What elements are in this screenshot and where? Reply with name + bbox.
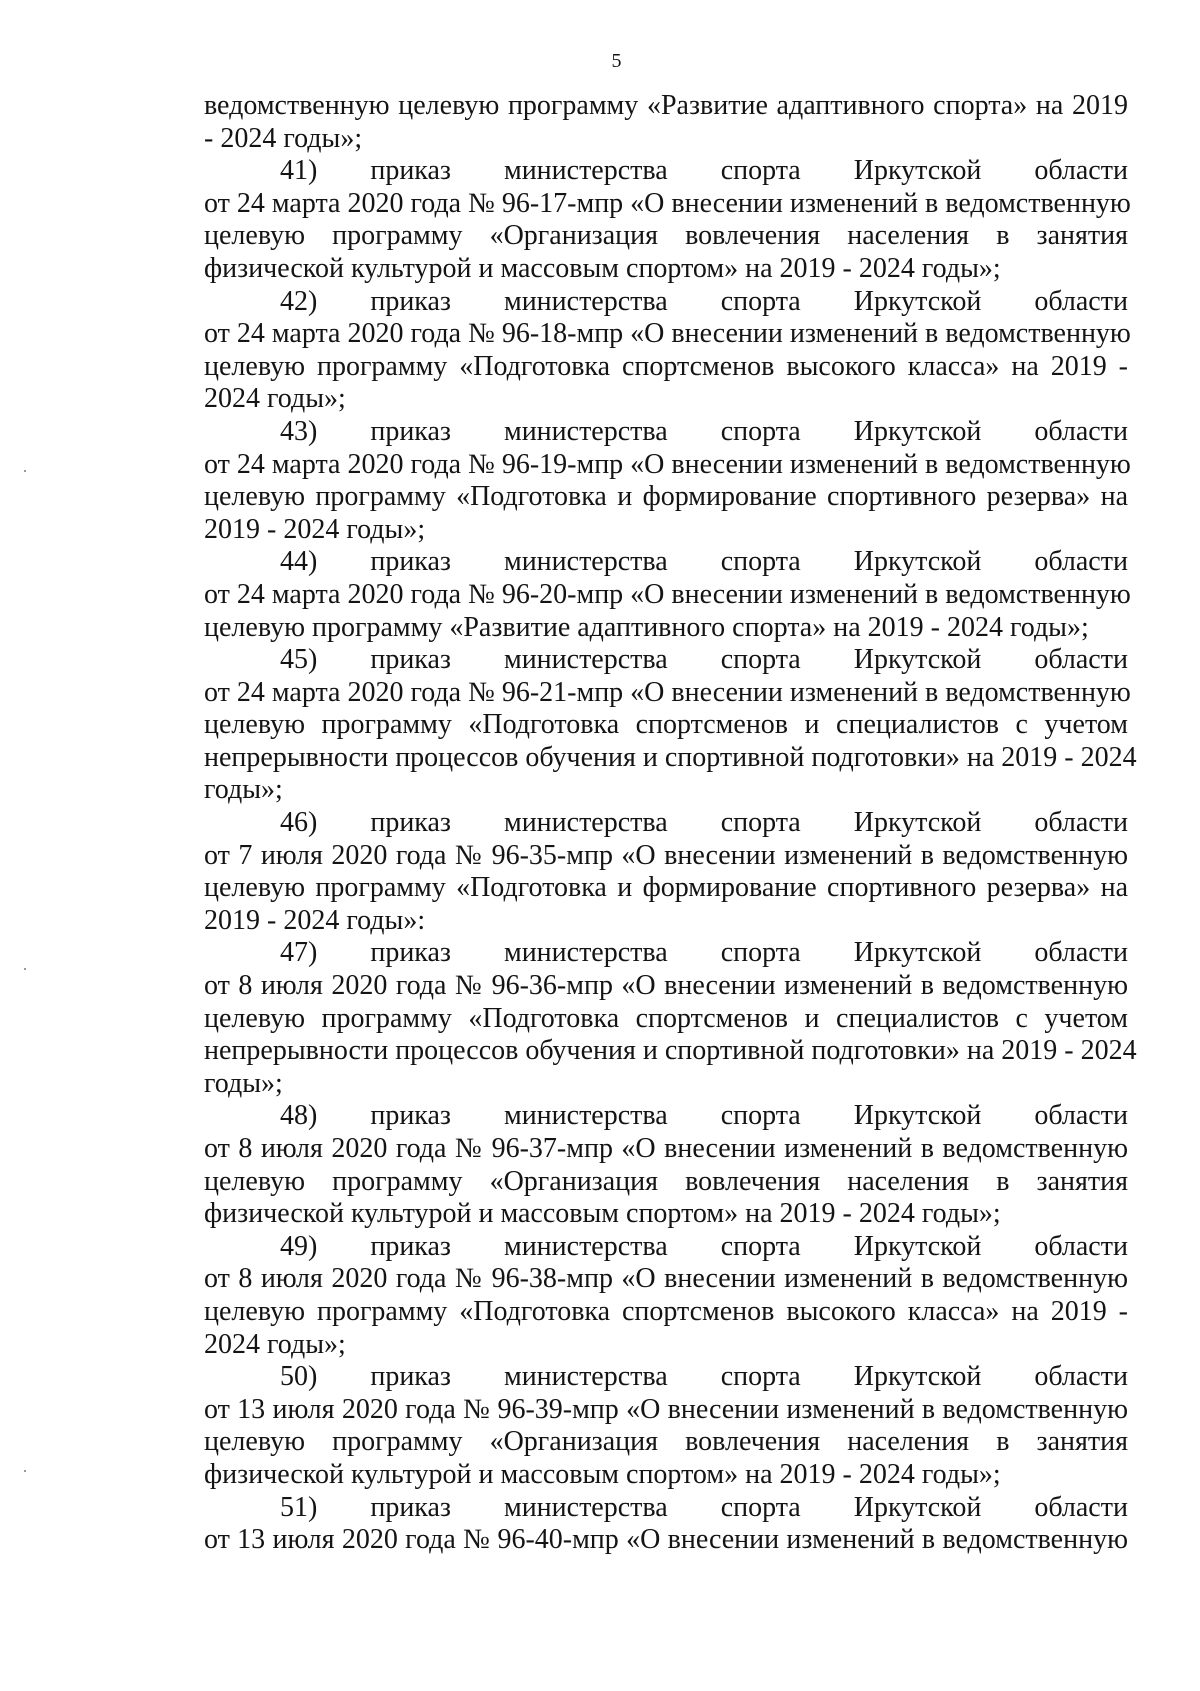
item-head [204,807,1128,840]
intro-line: - 2024 годы»; [204,122,363,154]
item-word: приказ [370,1361,451,1393]
item-word: Иркутской [853,285,982,317]
item-number: 45) [280,644,318,676]
item-last-line: 2024 годы»; [204,1328,346,1360]
list-item [204,937,1137,1100]
item-line: от 24 марта 2020 года № 96-20-мпр «О внесении изменений в ведомственную [204,578,1131,610]
scan-mark [24,968,26,970]
item-word: Иркутской [853,155,982,187]
item-word: приказ [370,285,451,317]
item-number: 51) [280,1491,318,1523]
list-item [204,285,1131,416]
item-head [204,155,1128,188]
item-word: спорта [720,285,801,317]
intro-line: ведомственную целевую программу «Развитие адаптивного спорта» на 2019 [204,90,1128,121]
item-line: непрерывности процессов обучения и спортивной подготовки» на 2019 - 2024 [204,1035,1137,1067]
item-line: от 8 июля 2020 года № 96-36-мпр «О внесении изменений в ведомственную [204,970,1128,1002]
item-head [204,1100,1128,1133]
list-item [204,1492,1128,1557]
item-number: 41) [280,155,318,187]
item-word: Иркутской [853,937,982,969]
item-head [204,416,1128,449]
item-word: области [1034,1361,1128,1393]
item-line: от 13 июля 2020 года № 96-40-мпр «О внесении изменений в ведомственную [204,1524,1128,1556]
page-number: 5 [611,50,622,72]
item-word: министерства [503,1100,668,1132]
item-last-line: 2019 - 2024 годы»; [204,513,426,545]
item-word: спорта [720,1491,801,1523]
item-line: от 7 июля 2020 года № 96-35-мпр «О внесении изменений в ведомственную [204,839,1128,871]
item-word: министерства [503,1230,668,1262]
item-word: Иркутской [853,415,982,447]
item-line: от 8 июля 2020 года № 96-37-мпр «О внесении изменений в ведомственную [204,1133,1128,1164]
item-head [204,937,1128,970]
item-number: 42) [280,285,318,317]
list-item [204,1361,1128,1491]
item-line: целевую программу «Подготовка спортсменов и специалистов с учетом [204,709,1128,741]
item-line: непрерывности процессов обучения и спортивной подготовки» на 2019 - 2024 [204,741,1137,773]
item-word: спорта [720,155,801,187]
scan-mark [24,470,26,472]
list-item [204,546,1131,644]
item-last-line: 2019 - 2024 годы»: [204,904,426,936]
item-word: министерства [503,155,668,187]
item-last-line: физической культурой и массовым спортом» на 2019 - 2024 годы»; [204,1198,1001,1230]
item-word: приказ [370,644,451,676]
item-word: приказ [370,1491,451,1523]
item-word: области [1034,807,1128,839]
item-word: Иркутской [853,1230,982,1262]
item-word: области [1034,937,1128,969]
item-word: спорта [720,807,801,839]
item-line: от 13 июля 2020 года № 96-39-мпр «О внесении изменений в ведомственную [204,1393,1128,1425]
item-line: целевую программу «Подготовка спортсменов высокого класса» на 2019 - [204,1295,1128,1327]
item-last-line: 2024 годы»; [204,383,346,415]
item-word: Иркутской [853,1491,982,1523]
item-number: 48) [280,1100,318,1132]
item-word: области [1034,1491,1128,1523]
item-word: министерства [503,807,668,839]
item-word: министерства [503,285,668,317]
item-line: целевую программу «Подготовка спортсменов высокого класса» на 2019 - [204,350,1128,382]
item-line: целевую программу «Организация вовлечения населения в занятия [204,1426,1128,1458]
list-item [204,644,1137,807]
item-word: области [1034,644,1128,676]
item-word: приказ [370,415,451,447]
item-word: министерства [503,1361,668,1393]
item-word: приказ [370,546,451,578]
list-item [204,155,1131,285]
list-item [204,1100,1128,1230]
item-word: спорта [720,937,801,969]
item-line: целевую программу «Подготовка и формирование спортивного резерва» на [204,481,1128,513]
item-head [204,1231,1128,1264]
item-last-line: годы»; [204,774,283,806]
item-word: спорта [720,644,801,676]
item-word: министерства [503,546,668,578]
item-word: министерства [503,1491,668,1523]
item-head [204,1492,1128,1525]
item-line: от 24 марта 2020 года № 96-19-мпр «О внесении изменений в ведомственную [204,448,1131,480]
item-number: 47) [280,937,318,969]
item-number: 50) [280,1361,318,1393]
item-last-line: годы»; [204,1067,283,1099]
item-word: спорта [720,1361,801,1393]
item-last-line: целевую программу «Развитие адаптивного спорта» на 2019 - 2024 годы»; [204,611,1089,643]
item-word: приказ [370,807,451,839]
item-head [204,546,1128,579]
item-line: от 24 марта 2020 года № 96-17-мпр «О внесении изменений в ведомственную [204,187,1131,219]
list-item [204,1231,1128,1361]
item-word: Иркутской [853,546,982,578]
item-word: Иркутской [853,1100,982,1132]
list-item [204,807,1128,937]
item-line: целевую программу «Организация вовлечения населения в занятия [204,1165,1128,1197]
item-word: спорта [720,546,801,578]
item-word: области [1034,1230,1128,1262]
list-item [204,415,1131,546]
item-word: министерства [503,644,668,676]
item-word: области [1034,415,1128,447]
item-word: Иркутской [853,1361,982,1393]
item-number: 46) [280,807,318,839]
item-word: приказ [370,937,451,969]
item-word: Иркутской [853,807,982,839]
item-word: приказ [370,155,451,187]
item-line: от 8 июля 2020 года № 96-38-мпр «О внесении изменений в ведомственную [204,1263,1128,1295]
item-head [204,1361,1128,1394]
document-body [204,90,1137,1557]
item-word: министерства [503,937,668,969]
scan-mark [24,1470,26,1472]
item-word: министерства [503,415,668,447]
item-word: приказ [370,1230,451,1262]
item-head [204,286,1128,319]
item-line: от 24 марта 2020 года № 96-21-мпр «О внесении изменений в ведомственную [204,676,1131,708]
item-word: области [1034,285,1128,317]
item-number: 44) [280,546,318,578]
item-word: области [1034,155,1128,187]
item-word: области [1034,546,1128,578]
item-word: спорта [720,1230,801,1262]
item-line: целевую программу «Подготовка и формирование спортивного резерва» на [204,872,1128,904]
item-word: приказ [370,1100,451,1132]
item-last-line: физической культурой и массовым спортом» на 2019 - 2024 годы»; [204,1458,1001,1490]
item-head [204,644,1128,677]
item-word: спорта [720,415,801,447]
item-number: 43) [280,415,318,447]
item-number: 49) [280,1230,318,1262]
item-line: от 24 марта 2020 года № 96-18-мпр «О внесении изменений в ведомственную [204,318,1131,350]
item-line: целевую программу «Подготовка спортсменов и специалистов с учетом [204,1002,1128,1034]
item-word: области [1034,1100,1128,1132]
item-word: спорта [720,1100,801,1132]
item-line: целевую программу «Организация вовлечения населения в занятия [204,220,1128,252]
item-last-line: физической культурой и массовым спортом» на 2019 - 2024 годы»; [204,252,1001,284]
item-word: Иркутской [853,644,982,676]
